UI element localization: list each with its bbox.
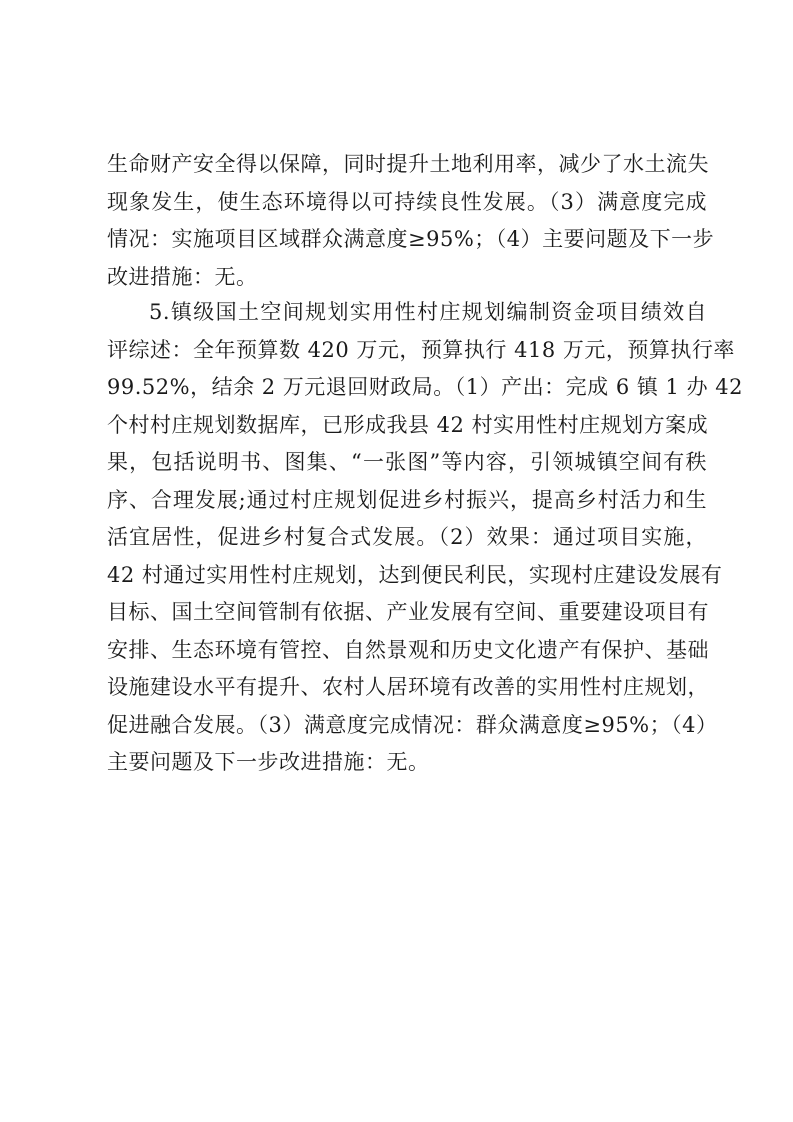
paragraph-2-line: 序、合理发展;通过村庄规划促进乡村振兴，提高乡村活力和生 [107,487,707,512]
paragraph-2-line: 安排、生态环境有管控、自然景观和历史文化遗产有保护、基础 [107,637,709,662]
paragraph-1-line: 改进措施：无。 [107,264,258,289]
paragraph-2-line: 设施建设水平有提升、农村人居环境有改善的实用性村庄规划， [107,675,709,699]
paragraph-2-line: 5.镇级国土空间规划实用性村庄规划编制资金项目绩效自 [149,300,707,324]
paragraph-2-line: 活宜居性，促进乡村复合式发展。（2）效果：通过项目实施， [107,525,707,549]
paragraph-2-line: 果，包括说明书、图集、“一张图”等内容，引领城镇空间有秩 [107,450,707,474]
paragraph-2-line: 个村村庄规划数据库，已形成我县 42 村实用性村庄规划方案成 [107,412,709,437]
paragraph-1-line: 现象发生，使生态环境得以可持续良性发展。（3）满意度完成 [107,189,707,214]
paragraph-2-line: 99.52%，结余 2 万元退回财政局。（1）产出：完成 6 镇 1 办 42 [107,375,743,399]
paragraph-2-line: 42 村通过实用性村庄规划，达到便民利民，实现村庄建设发展有 [107,562,723,587]
paragraph-1-line: 生命财产安全得以保障，同时提升土地利用率，减少了水土流失 [107,152,709,176]
paragraph-1 [107,146,715,296]
paragraph-2 [107,294,743,782]
paragraph-2-line: 主要问题及下一步改进措施：无。 [107,750,430,774]
paragraph-2-line: 目标、国土空间管制有依据、产业发展有空间、重要建设项目有 [107,600,709,624]
paragraph-1-line: 情况：实施项目区域群众满意度≥95%；（4）主要问题及下一步 [107,227,715,251]
paragraph-2-line: 促进融合发展。（3）满意度完成情况：群众满意度≥95%；（4） [107,712,718,737]
paragraph-2-line: 评综述：全年预算数 420 万元，预算执行 418 万元，预算执行率 [107,337,735,362]
